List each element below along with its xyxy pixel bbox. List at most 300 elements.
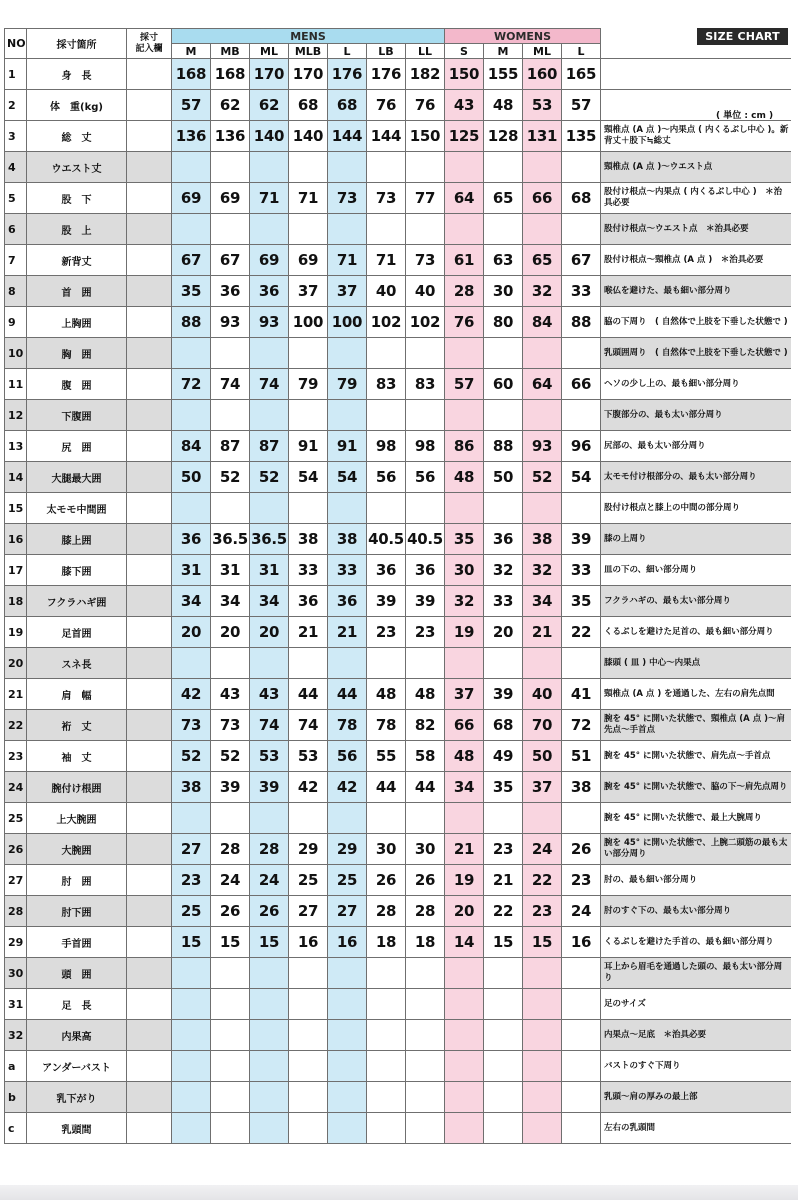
table-row <box>5 648 791 679</box>
row-number: 22 <box>5 710 27 741</box>
row-number: 24 <box>5 772 27 803</box>
womens-value-cell: 35 <box>445 524 484 555</box>
row-number: 19 <box>5 617 27 648</box>
mens-value-cell: 144 <box>367 121 406 152</box>
unit-note: ( 単位 : cm ) <box>716 111 774 121</box>
record-cell[interactable] <box>127 431 172 462</box>
mens-value-cell: 27 <box>172 834 211 865</box>
womens-value-cell: 30 <box>445 555 484 586</box>
mens-value-cell: 69 <box>250 245 289 276</box>
mens-value-cell <box>406 214 445 245</box>
mens-value-cell: 38 <box>172 772 211 803</box>
measurement-note <box>601 90 791 121</box>
mens-value-cell: 31 <box>211 555 250 586</box>
measurement-name: 腕付け根囲 <box>27 772 127 803</box>
mens-value-cell <box>328 1113 367 1144</box>
mens-value-cell: 168 <box>211 59 250 90</box>
mens-value-cell: 30 <box>406 834 445 865</box>
measurement-note: 腕を 45° に開いた状態で、最上大腕周り <box>601 803 791 834</box>
no-header: NO <box>5 29 27 59</box>
womens-value-cell: 65 <box>484 183 523 214</box>
mens-value-cell <box>172 989 211 1020</box>
record-header <box>127 29 172 59</box>
mens-value-cell: 74 <box>250 710 289 741</box>
measurement-note: くるぶしを避けた手首の、最も細い部分周り <box>601 927 791 958</box>
row-number: 20 <box>5 648 27 679</box>
table-row <box>5 431 791 462</box>
record-cell[interactable] <box>127 989 172 1020</box>
row-number: 8 <box>5 276 27 307</box>
mens-value-cell <box>328 400 367 431</box>
mens-value-cell <box>406 1082 445 1113</box>
womens-value-cell: 60 <box>484 369 523 400</box>
mens-value-cell: 56 <box>406 462 445 493</box>
record-cell[interactable] <box>127 679 172 710</box>
womens-value-cell: 131 <box>523 121 562 152</box>
mens-value-cell <box>172 493 211 524</box>
mens-value-cell: 39 <box>406 586 445 617</box>
womens-value-cell: 49 <box>484 741 523 772</box>
record-cell[interactable] <box>127 493 172 524</box>
record-cell[interactable] <box>127 741 172 772</box>
measurement-note: ヘソの少し上の、最も細い部分周り <box>601 369 791 400</box>
womens-value-cell: 150 <box>445 59 484 90</box>
mens-value-cell: 77 <box>406 183 445 214</box>
mens-value-cell: 27 <box>328 896 367 927</box>
measurement-name: 肘下囲 <box>27 896 127 927</box>
womens-value-cell: 37 <box>445 679 484 710</box>
mens-value-cell: 73 <box>406 245 445 276</box>
mens-value-cell <box>250 648 289 679</box>
measurement-note: バストのすぐ下周り <box>601 1051 791 1082</box>
record-cell[interactable] <box>127 834 172 865</box>
mens-value-cell: 176 <box>328 59 367 90</box>
mens-value-cell: 15 <box>211 927 250 958</box>
mens-value-cell <box>211 214 250 245</box>
record-cell[interactable] <box>127 927 172 958</box>
record-cell[interactable] <box>127 152 172 183</box>
womens-value-cell: 64 <box>523 369 562 400</box>
record-cell[interactable] <box>127 121 172 152</box>
mens-value-cell: 100 <box>289 307 328 338</box>
measurement-note: 喉仏を避けた、最も細い部分周り <box>601 276 791 307</box>
womens-value-cell: 40 <box>523 679 562 710</box>
mens-value-cell <box>211 803 250 834</box>
mens-value-cell: 68 <box>289 90 328 121</box>
womens-value-cell: 125 <box>445 121 484 152</box>
womens-value-cell <box>445 214 484 245</box>
womens-value-cell: 35 <box>562 586 601 617</box>
record-cell[interactable] <box>127 896 172 927</box>
mens-value-cell <box>172 1051 211 1082</box>
mens-value-cell: 170 <box>289 59 328 90</box>
mens-value-cell <box>211 400 250 431</box>
womens-value-cell <box>523 493 562 524</box>
womens-value-cell <box>562 1020 601 1051</box>
mens-value-cell: 93 <box>211 307 250 338</box>
womens-value-cell <box>445 1051 484 1082</box>
mens-value-cell <box>367 1020 406 1051</box>
record-cell[interactable] <box>127 648 172 679</box>
record-cell[interactable] <box>127 400 172 431</box>
womens-value-cell: 24 <box>523 834 562 865</box>
row-number: 11 <box>5 369 27 400</box>
measurement-name: ウエスト丈 <box>27 152 127 183</box>
measurement-note: 腕を 45° に開いた状態で、脇の下〜肩先点周り <box>601 772 791 803</box>
womens-size-header: L <box>562 44 601 59</box>
measurement-note: 膝頭 ( 皿 ) 中心〜内果点 <box>601 648 791 679</box>
row-number: c <box>5 1113 27 1144</box>
mens-value-cell: 15 <box>250 927 289 958</box>
mens-value-cell: 21 <box>328 617 367 648</box>
mens-value-cell: 176 <box>367 59 406 90</box>
mens-value-cell: 34 <box>172 586 211 617</box>
mens-value-cell: 150 <box>406 121 445 152</box>
mens-value-cell: 102 <box>406 307 445 338</box>
row-number: 7 <box>5 245 27 276</box>
mens-value-cell: 43 <box>211 679 250 710</box>
womens-value-cell: 52 <box>523 462 562 493</box>
womens-value-cell: 48 <box>484 90 523 121</box>
womens-value-cell <box>484 648 523 679</box>
record-cell[interactable] <box>127 803 172 834</box>
mens-value-cell <box>211 1113 250 1144</box>
mens-value-cell <box>328 338 367 369</box>
record-cell[interactable] <box>127 245 172 276</box>
measurement-name: 上大腕囲 <box>27 803 127 834</box>
womens-value-cell: 48 <box>445 462 484 493</box>
mens-value-cell: 78 <box>328 710 367 741</box>
record-cell[interactable] <box>127 524 172 555</box>
mens-value-cell: 26 <box>250 896 289 927</box>
row-number: 2 <box>5 90 27 121</box>
mens-value-cell <box>172 400 211 431</box>
womens-value-cell: 28 <box>445 276 484 307</box>
table-row <box>5 1020 791 1051</box>
mens-value-cell <box>172 338 211 369</box>
womens-value-cell: 38 <box>562 772 601 803</box>
measurement-name: 手首囲 <box>27 927 127 958</box>
record-cell[interactable] <box>127 369 172 400</box>
womens-value-cell <box>484 214 523 245</box>
womens-value-cell: 65 <box>523 245 562 276</box>
mens-value-cell <box>406 989 445 1020</box>
mens-value-cell <box>172 152 211 183</box>
mens-value-cell: 54 <box>328 462 367 493</box>
mens-value-cell: 58 <box>406 741 445 772</box>
womens-value-cell: 22 <box>523 865 562 896</box>
mens-value-cell: 36 <box>250 276 289 307</box>
mens-value-cell: 100 <box>328 307 367 338</box>
record-cell[interactable] <box>127 772 172 803</box>
mens-value-cell: 56 <box>367 462 406 493</box>
womens-value-cell: 41 <box>562 679 601 710</box>
womens-value-cell: 54 <box>562 462 601 493</box>
row-number: 6 <box>5 214 27 245</box>
mens-value-cell: 33 <box>289 555 328 586</box>
mens-value-cell <box>406 493 445 524</box>
record-cell[interactable] <box>127 90 172 121</box>
womens-value-cell <box>445 152 484 183</box>
record-cell[interactable] <box>127 865 172 896</box>
record-cell[interactable] <box>127 710 172 741</box>
womens-value-cell <box>484 1051 523 1082</box>
womens-value-cell <box>445 1113 484 1144</box>
notes-header <box>601 29 791 59</box>
mens-value-cell <box>406 338 445 369</box>
row-number: b <box>5 1082 27 1113</box>
womens-value-cell: 33 <box>484 586 523 617</box>
womens-value-cell <box>562 400 601 431</box>
womens-value-cell: 34 <box>445 772 484 803</box>
record-cell[interactable] <box>127 462 172 493</box>
record-cell[interactable] <box>127 276 172 307</box>
mens-value-cell <box>289 1082 328 1113</box>
measurement-name: 大腿最大囲 <box>27 462 127 493</box>
womens-value-cell: 63 <box>484 245 523 276</box>
womens-value-cell: 20 <box>445 896 484 927</box>
mens-value-cell <box>328 648 367 679</box>
womens-value-cell: 26 <box>562 834 601 865</box>
womens-value-cell: 86 <box>445 431 484 462</box>
table-row <box>5 679 791 710</box>
table-row <box>5 121 791 152</box>
mens-value-cell: 43 <box>250 679 289 710</box>
measurement-note: 内果点〜足底 ＊治具必要 <box>601 1020 791 1051</box>
row-number: 15 <box>5 493 27 524</box>
table-row <box>5 617 791 648</box>
mens-value-cell <box>328 152 367 183</box>
table-row <box>5 772 791 803</box>
womens-value-cell <box>562 958 601 989</box>
measurement-note: 腕を 45° に開いた状態で、肩先点〜手首点 <box>601 741 791 772</box>
womens-value-cell <box>562 1082 601 1113</box>
mens-value-cell: 83 <box>406 369 445 400</box>
measurement-name: 裄 丈 <box>27 710 127 741</box>
womens-value-cell <box>445 1020 484 1051</box>
mens-value-cell: 73 <box>172 710 211 741</box>
record-cell[interactable] <box>127 338 172 369</box>
mens-value-cell: 93 <box>250 307 289 338</box>
measurement-note: 股付け根点〜頸椎点 (A 点 ) ＊治具必要 <box>601 245 791 276</box>
mens-value-cell: 18 <box>367 927 406 958</box>
measurement-name: 太モモ中間囲 <box>27 493 127 524</box>
record-cell[interactable] <box>127 59 172 90</box>
mens-group-header: MENS <box>172 29 445 44</box>
measurement-name: 足首囲 <box>27 617 127 648</box>
measurement-name: 肩 幅 <box>27 679 127 710</box>
record-cell[interactable] <box>127 1082 172 1113</box>
womens-value-cell: 15 <box>484 927 523 958</box>
mens-value-cell <box>367 1082 406 1113</box>
mens-value-cell <box>172 214 211 245</box>
womens-value-cell <box>523 1020 562 1051</box>
womens-size-header: M <box>484 44 523 59</box>
womens-value-cell: 84 <box>523 307 562 338</box>
mens-value-cell <box>406 1051 445 1082</box>
mens-value-cell: 26 <box>406 865 445 896</box>
mens-value-cell: 42 <box>172 679 211 710</box>
table-row <box>5 245 791 276</box>
mens-value-cell: 36.5 <box>250 524 289 555</box>
mens-value-cell: 39 <box>250 772 289 803</box>
mens-value-cell: 48 <box>367 679 406 710</box>
womens-value-cell <box>445 803 484 834</box>
mens-value-cell: 140 <box>289 121 328 152</box>
record-cell[interactable] <box>127 1113 172 1144</box>
mens-value-cell: 55 <box>367 741 406 772</box>
record-cell[interactable] <box>127 1020 172 1051</box>
womens-value-cell: 61 <box>445 245 484 276</box>
womens-value-cell: 21 <box>523 617 562 648</box>
womens-value-cell <box>484 493 523 524</box>
mens-value-cell: 54 <box>289 462 328 493</box>
row-number: 25 <box>5 803 27 834</box>
measurement-note: 乳頭囲周り ( 自然体で上肢を下垂した状態で ) <box>601 338 791 369</box>
womens-value-cell <box>484 989 523 1020</box>
womens-value-cell: 80 <box>484 307 523 338</box>
mens-value-cell <box>289 338 328 369</box>
row-number: 23 <box>5 741 27 772</box>
measurement-note: 頸椎点 (A 点 )〜内果点 ( 内くるぶし中心 )。新背丈＋股下≒総丈 <box>601 121 791 152</box>
mens-value-cell: 24 <box>211 865 250 896</box>
record-cell[interactable] <box>127 958 172 989</box>
mens-value-cell: 28 <box>367 896 406 927</box>
table-row <box>5 400 791 431</box>
mens-value-cell <box>172 1082 211 1113</box>
row-number: 4 <box>5 152 27 183</box>
table-row <box>5 276 791 307</box>
measurement-note: 肘のすぐ下の、最も太い部分周り <box>601 896 791 927</box>
mens-value-cell <box>211 493 250 524</box>
mens-value-cell <box>172 648 211 679</box>
mens-value-cell <box>250 958 289 989</box>
womens-value-cell: 64 <box>445 183 484 214</box>
table-row <box>5 524 791 555</box>
womens-value-cell <box>523 803 562 834</box>
mens-value-cell: 73 <box>211 710 250 741</box>
mens-value-cell: 69 <box>289 245 328 276</box>
measurement-note: 太モモ付け根部分の、最も太い部分周り <box>601 462 791 493</box>
mens-value-cell: 53 <box>289 741 328 772</box>
table-row <box>5 989 791 1020</box>
measurement-note: 耳上から眉毛を通過した頭の、最も太い部分周り <box>601 958 791 989</box>
womens-value-cell <box>523 214 562 245</box>
mens-value-cell: 36 <box>211 276 250 307</box>
measurement-note: くるぶしを避けた足首の、最も細い部分周り <box>601 617 791 648</box>
womens-size-header: ML <box>523 44 562 59</box>
mens-value-cell <box>367 152 406 183</box>
mens-value-cell: 31 <box>172 555 211 586</box>
womens-value-cell <box>523 152 562 183</box>
row-number: 28 <box>5 896 27 927</box>
row-number: 14 <box>5 462 27 493</box>
record-cell[interactable] <box>127 214 172 245</box>
womens-value-cell: 21 <box>445 834 484 865</box>
womens-value-cell: 155 <box>484 59 523 90</box>
mens-value-cell: 53 <box>250 741 289 772</box>
womens-value-cell <box>445 648 484 679</box>
measurement-name: スネ長 <box>27 648 127 679</box>
table-row <box>5 741 791 772</box>
womens-value-cell <box>484 1113 523 1144</box>
womens-value-cell <box>445 400 484 431</box>
mens-size-header: LB <box>367 44 406 59</box>
table-row <box>5 1051 791 1082</box>
womens-value-cell: 34 <box>523 586 562 617</box>
mens-size-header: L <box>328 44 367 59</box>
row-number: 27 <box>5 865 27 896</box>
mens-value-cell: 26 <box>211 896 250 927</box>
mens-value-cell: 36 <box>328 586 367 617</box>
mens-value-cell <box>211 1020 250 1051</box>
womens-value-cell: 66 <box>445 710 484 741</box>
womens-value-cell: 165 <box>562 59 601 90</box>
measurement-note: フクラハギの、最も太い部分周り <box>601 586 791 617</box>
mens-value-cell: 56 <box>328 741 367 772</box>
row-number: 1 <box>5 59 27 90</box>
womens-value-cell: 135 <box>562 121 601 152</box>
mens-value-cell: 144 <box>328 121 367 152</box>
womens-value-cell: 21 <box>484 865 523 896</box>
record-cell[interactable] <box>127 1051 172 1082</box>
measurement-name: 胸 囲 <box>27 338 127 369</box>
record-cell[interactable] <box>127 183 172 214</box>
mens-value-cell <box>328 214 367 245</box>
womens-value-cell <box>562 1113 601 1144</box>
mens-value-cell: 91 <box>289 431 328 462</box>
record-cell[interactable] <box>127 555 172 586</box>
mens-value-cell: 24 <box>250 865 289 896</box>
womens-value-cell <box>523 989 562 1020</box>
womens-value-cell: 22 <box>484 896 523 927</box>
womens-value-cell <box>484 958 523 989</box>
womens-value-cell <box>445 338 484 369</box>
mens-value-cell: 23 <box>406 617 445 648</box>
mens-value-cell <box>328 1082 367 1113</box>
mens-value-cell: 42 <box>289 772 328 803</box>
mens-value-cell: 33 <box>328 555 367 586</box>
mens-value-cell: 52 <box>250 462 289 493</box>
measurement-note: 膝の上周り <box>601 524 791 555</box>
measurement-name: 頭 囲 <box>27 958 127 989</box>
mens-value-cell: 136 <box>172 121 211 152</box>
mens-value-cell <box>250 803 289 834</box>
womens-value-cell: 19 <box>445 617 484 648</box>
mens-value-cell: 38 <box>289 524 328 555</box>
mens-value-cell <box>367 1051 406 1082</box>
womens-value-cell: 19 <box>445 865 484 896</box>
mens-value-cell: 23 <box>172 865 211 896</box>
mens-value-cell: 62 <box>250 90 289 121</box>
mens-value-cell <box>367 338 406 369</box>
mens-value-cell: 57 <box>172 90 211 121</box>
womens-group-header: WOMENS <box>445 29 601 44</box>
record-cell[interactable] <box>127 586 172 617</box>
mens-value-cell: 87 <box>211 431 250 462</box>
mens-value-cell: 25 <box>172 896 211 927</box>
mens-value-cell: 72 <box>172 369 211 400</box>
record-cell[interactable] <box>127 307 172 338</box>
womens-value-cell: 33 <box>562 555 601 586</box>
measurement-name: 内果高 <box>27 1020 127 1051</box>
measurement-note: 腕を 45° に開いた状態で、頸椎点 (A 点 )〜肩先点〜手首点 <box>601 710 791 741</box>
mens-value-cell <box>367 989 406 1020</box>
table-row <box>5 803 791 834</box>
record-cell[interactable] <box>127 617 172 648</box>
mens-value-cell <box>211 152 250 183</box>
mens-value-cell: 28 <box>406 896 445 927</box>
